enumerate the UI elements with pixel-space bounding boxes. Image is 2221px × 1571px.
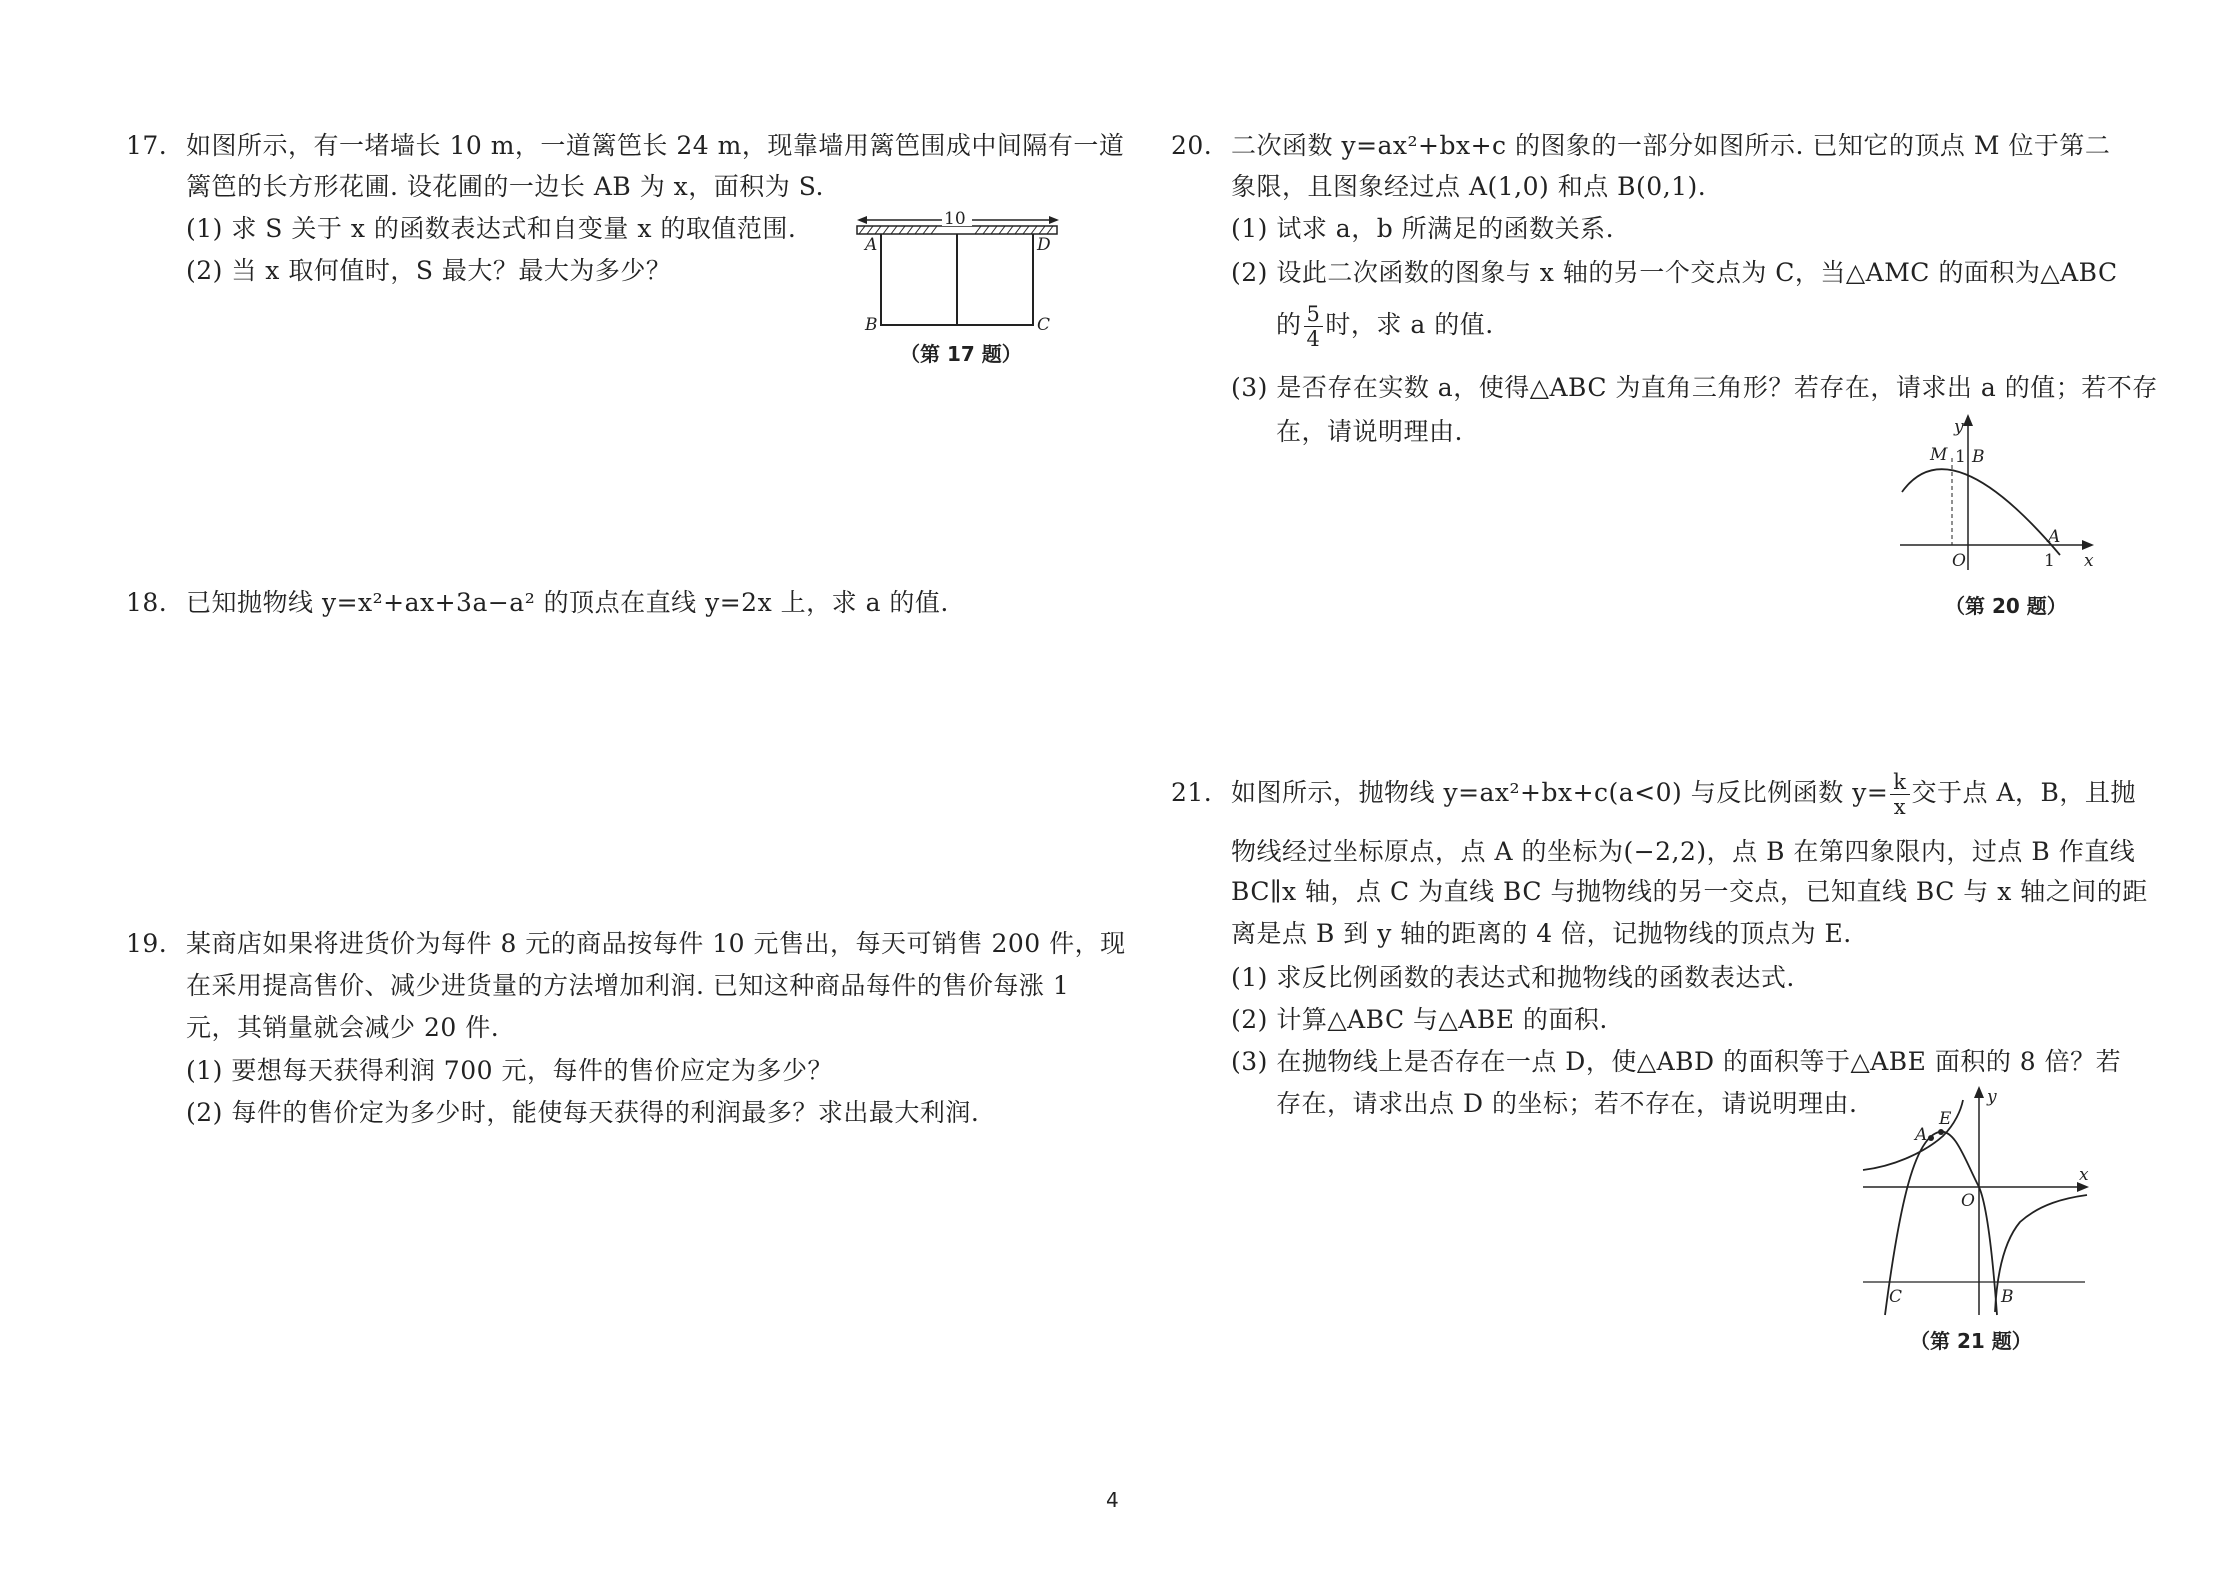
- question-text: 元，其销量就会减少 20 件.: [186, 1013, 500, 1042]
- question-text: 物线经过坐标原点，点 A 的坐标为(−2,2)，点 B 在第四象限内，过点 B 作直线: [1231, 837, 2136, 866]
- point-E-label: E: [1939, 1109, 1952, 1129]
- sub-question-3-cont: 存在，请求出点 D 的坐标；若不存在，请说明理由.: [1276, 1089, 1858, 1118]
- origin-label: O: [1952, 551, 1966, 571]
- sub-question-2-cont: 的 $\frac{5}{4}$ 时，求 a 的值.: [1276, 302, 1494, 351]
- question-text: 象限，且图象经过点 A(1,0) 和点 B(0,1).: [1231, 172, 1707, 201]
- question-text: 二次函数 y=ax²+bx+c 的图象的一部分如图所示. 已知它的顶点 M 位于第二: [1231, 131, 2111, 160]
- figure-20: [1880, 410, 2110, 580]
- page-number: 4: [1106, 1488, 1119, 1512]
- question-text: BC∥x 轴，点 C 为直线 BC 与抛物线的另一交点，已知直线 BC 与 x 轴之间的距: [1231, 877, 2148, 906]
- point-C-label: C: [1037, 315, 1051, 335]
- sub-question-3-cont: 在，请说明理由.: [1276, 417, 1463, 446]
- point-B-label: B: [2001, 1287, 2014, 1307]
- sub-question-1: (1) 求 S 关于 x 的函数表达式和自变量 x 的取值范围.: [186, 214, 797, 243]
- parabola: [1902, 469, 2060, 555]
- sub-question-2: (2) 设此二次函数的图象与 x 轴的另一个交点为 C，当△AMC 的面积为△ABC: [1231, 258, 2118, 287]
- figure-caption: （第 20 题）: [1945, 594, 2067, 618]
- point-B-label: B: [1972, 447, 1985, 467]
- question-number: 17.: [126, 131, 168, 160]
- origin-label: O: [1961, 1191, 1975, 1211]
- fraction: $\frac{5}{4}$: [1304, 302, 1324, 351]
- question-number: 18.: [126, 588, 168, 617]
- point-D-label: D: [1037, 235, 1051, 255]
- question-text: 在采用提高售价、减少进货量的方法增加利润. 已知这种商品每件的售价每涨 1: [186, 971, 1070, 1000]
- figure-17: [845, 210, 1075, 340]
- figure-caption: （第 21 题）: [1910, 1329, 2032, 1353]
- question-text: 某商店如果将进货价为每件 8 元的商品按每件 10 元售出，每天可销售 200 件，现: [186, 929, 1126, 958]
- tick-1-y: 1: [1955, 447, 1966, 467]
- wall-length-label: 10: [944, 210, 966, 229]
- question-number: 21.: [1171, 778, 1213, 807]
- question-text: 如图所示，有一堵墙长 10 m，一道篱笆长 24 m，现靠墙用篱笆围成中间隔有一道: [186, 131, 1125, 160]
- question-text: 如图所示，抛物线 y=ax²+bx+c(a<0) 与反比例函数 y=: [1231, 778, 1889, 807]
- sub-question-3: (3) 在抛物线上是否存在一点 D，使△ABD 的面积等于△ABE 面积的 8 倍？若: [1231, 1047, 2122, 1076]
- point-M-label: M: [1930, 445, 1948, 465]
- y-axis-label: y: [1987, 1087, 1997, 1107]
- question-text: 已知抛物线 y=x²+ax+3a−a² 的顶点在直线 y=2x 上，求 a 的值.: [186, 588, 949, 617]
- question-number: 19.: [126, 929, 168, 958]
- x-axis-label: x: [2084, 551, 2094, 571]
- y-axis-label: y: [1954, 417, 1964, 437]
- figure-caption: （第 17 题）: [900, 342, 1022, 366]
- point-A-label: A: [2048, 527, 2061, 547]
- sub-question-2: (2) 当 x 取何值时，S 最大？最大为多少？: [186, 256, 672, 285]
- question-text: 离是点 B 到 y 轴的距离的 4 倍，记抛物线的顶点为 E.: [1231, 919, 1852, 948]
- question-number: 20.: [1171, 131, 1213, 160]
- sub-question-1: (1) 试求 a，b 所满足的函数关系.: [1231, 214, 1615, 243]
- question-text: 篱笆的长方形花圃. 设花圃的一边长 AB 为 x，面积为 S.: [186, 172, 824, 201]
- point-C-label: C: [1889, 1287, 1903, 1307]
- x-axis-label: x: [2079, 1165, 2089, 1185]
- sub-question-3: (3) 是否存在实数 a，使得△ABC 为直角三角形？若存在，请求出 a 的值；若不存: [1231, 373, 2158, 402]
- point-B-label: B: [865, 315, 878, 335]
- tick-1-x: 1: [2044, 551, 2055, 571]
- point-A-label: A: [865, 235, 878, 255]
- fraction: $\frac{k}{x}$: [1890, 770, 1909, 819]
- point-A-label: A: [1915, 1125, 1928, 1145]
- sub-question-1: (1) 求反比例函数的表达式和抛物线的函数表达式.: [1231, 963, 1795, 992]
- figure-21: [1855, 1080, 2115, 1320]
- sub-question-2: (2) 计算△ABC 与△ABE 的面积.: [1231, 1005, 1608, 1034]
- sub-question-2: (2) 每件的售价定为多少时，能使每天获得的利润最多？求出最大利润.: [186, 1098, 980, 1127]
- sub-question-1: (1) 要想每天获得利润 700 元，每件的售价应定为多少？: [186, 1056, 833, 1085]
